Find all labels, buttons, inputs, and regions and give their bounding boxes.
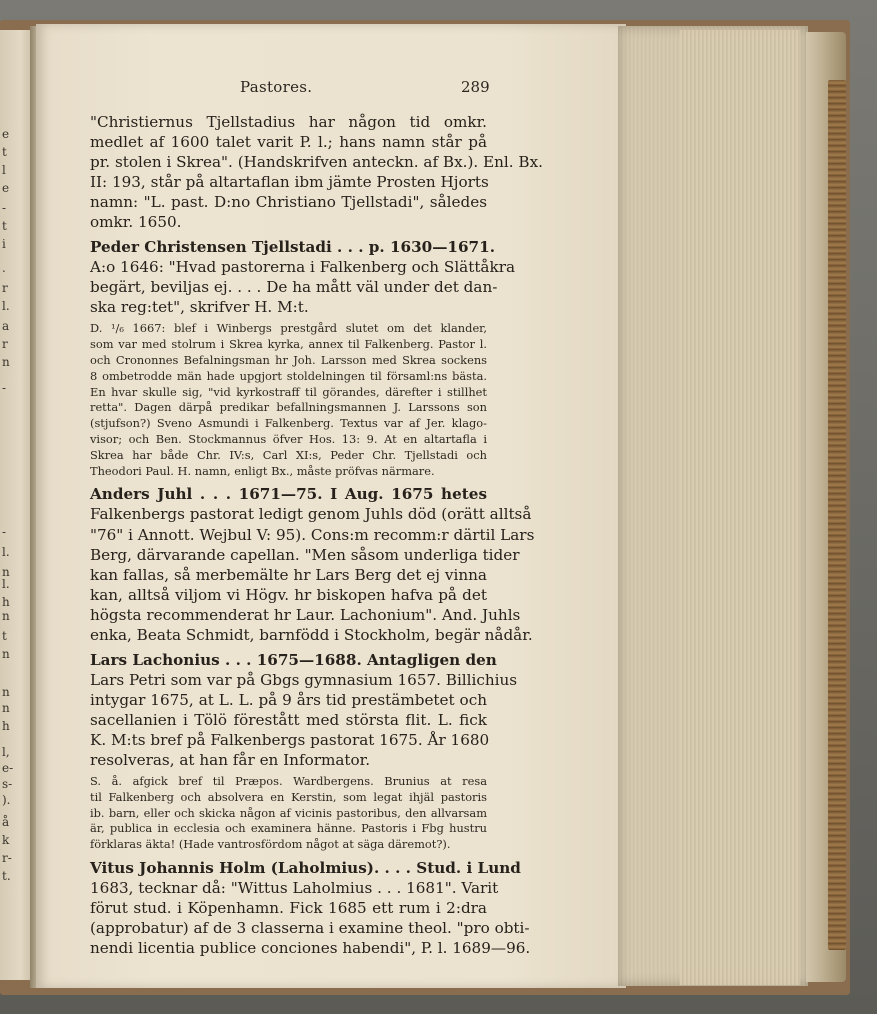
note-line: som var med stolrum i Skrea kyrka, annex til Falkenberg. Pastor l. (90, 337, 487, 352)
left-fragment: l, (2, 745, 10, 759)
page-number: 289 (461, 78, 490, 96)
entry-heading-line: Vitus Johannis Holm (Laholmius). . . . Stud. i Lund (90, 859, 521, 878)
text-line: A:o 1646: "Hvad pastorerna i Falkenberg och Slättåkra (90, 258, 516, 277)
left-fragment: t. (2, 869, 11, 883)
cover-spine-edge (828, 80, 846, 950)
left-fragment: - (2, 381, 7, 395)
text-line: II: 193, står på altartaflan ibm jämte Prosten Hjorts (90, 173, 489, 192)
note-line: til Falkenberg och absolvera en Kerstin, som legat ihjäl pastoris (90, 789, 487, 804)
left-fragment: ). (2, 793, 11, 807)
left-fragment: r (2, 337, 8, 351)
text-line: "Christiernus Tjellstadius har någon tid omkr. (90, 113, 487, 131)
text-line: begärt, beviljas ej. . . . De ha mått väl under det dan- (90, 278, 498, 297)
text-line: pr. stolen i Skrea". (Handskrifven anteckn. af Bx.). Enl. Bx. (90, 153, 543, 172)
left-fragment: k (2, 833, 10, 847)
text-line: namn: "L. past. D:no Christiano Tjellstadi", således (90, 193, 487, 212)
note-line: är, publica in ecclesia och examinera hänne. Pastoris i Fbg hustru (90, 821, 487, 836)
text-line: förut stud. i Köpenhamn. Fick 1685 ett rum i 2:dra (90, 899, 487, 918)
left-fragment: s- (2, 777, 13, 791)
note-line: retta". Dagen därpå predikar befallningsmannen J. Larssons son (90, 400, 487, 415)
note-line: Theodori Paul. H. namn, enligt Bx., måste pröfvas närmare. (90, 463, 435, 478)
page-body (90, 112, 543, 958)
left-fragment: e (2, 181, 10, 195)
left-fragment: n (2, 701, 10, 715)
text-line: högsta recommenderat hr Laur. Lachonium". And. Juhls (90, 605, 521, 624)
note-line: (stjufson?) Sveno Asmundi i Falkenberg. Textus var af Jer. klago- (90, 416, 487, 431)
note-line: förklaras äkta! (Hade vantrosfördom något at säga däremot?). (90, 837, 451, 852)
left-fragment: - (2, 525, 7, 539)
text-line: sacellanien i Tölö förestått med största flit. L. fick (90, 710, 487, 729)
left-fragment: l (2, 163, 6, 177)
text-line: ska reg:tet", skrifver H. M:t. (90, 298, 309, 317)
left-fragment: n (2, 647, 10, 661)
left-fragment: l. (2, 577, 10, 591)
left-fragment: n (2, 685, 10, 699)
note-line: ib. barn, eller och skicka någon af vicinis pastoribus, den allvarsam (90, 805, 487, 820)
left-fragment: e- (2, 761, 14, 775)
text-line: kan fallas, så merbemälte hr Lars Berg det ej vinna (90, 565, 487, 584)
text-line: omkr. 1650. (90, 213, 182, 232)
text-line: medlet af 1600 talet varit P. l.; hans namn står på (90, 133, 487, 152)
text-line: resolveras, at han får en Informator. (90, 751, 371, 770)
text-line: K. M:ts bref på Falkenbergs pastorat 1675. År 1680 (90, 731, 490, 749)
note-line: D. ¹/₆ 1667: blef i Winbergs prestgård slutet om det klander, (90, 321, 487, 336)
left-fragment: - (2, 201, 7, 215)
text-line: (approbatur) af de 3 classerna i examine theol. "pro obti- (90, 919, 530, 938)
left-fragment: t (2, 145, 7, 159)
note-line: 8 ombetrodde män hade upgjort stoldelningen til församl:ns bästa. (90, 368, 487, 383)
left-fragment: r (2, 281, 8, 295)
left-fragment: e (2, 127, 10, 141)
left-fragment: . (2, 261, 6, 275)
left-fragment: å (2, 815, 10, 829)
text-line: Lars Petri som var på Gbgs gymnasium 1657. Billichius (90, 670, 518, 689)
entry-heading-line: Anders Juhl . . . 1671—75. I Aug. 1675 hetes (90, 485, 487, 504)
left-fragment: n (2, 355, 10, 369)
left-fragment: n (2, 565, 10, 579)
running-head: Pastores. (240, 78, 313, 96)
text-line: nendi licentia publice conciones habendi", P. l. 1689—96. (90, 939, 531, 958)
left-fragment: t (2, 629, 7, 643)
left-fragment: i (2, 237, 6, 251)
text-line: intygar 1675, at L. L. på 9 års tid prestämbetet och (90, 690, 487, 709)
text-line: enka, Beata Schmidt, barnfödd i Stockholm, begär nådår. (90, 625, 533, 644)
left-fragment: n (2, 609, 10, 623)
page-edges-inner (680, 30, 800, 985)
left-fragment: a (2, 319, 10, 333)
entry-heading-line: Lars Lachonius . . . 1675—1688. Antagligen den (90, 650, 497, 669)
note-line: och Crononnes Befalningsman hr Joh. Larsson med Skrea sockens (90, 353, 487, 368)
left-fragment: l. (2, 545, 10, 559)
entry-heading-line: Peder Christensen Tjellstadi . . . p. 1630—1671. (90, 238, 495, 257)
left-fragment: l. (2, 299, 10, 313)
text-line: "76" i Annott. Wejbul V: 95). Cons:m recomm:r därtil Lars (90, 525, 535, 544)
left-fragment: h (2, 595, 10, 609)
left-fragment: t (2, 219, 7, 233)
text-line: kan, alltså viljom vi Högv. hr biskopen hafva på det (90, 585, 487, 604)
text-line: Berg, därvarande capellan. "Men såsom underliga tider (90, 545, 520, 564)
note-line: Skrea har både Chr. IV:s, Carl XI:s, Peder Chr. Tjellstadi och (90, 447, 487, 462)
note-line: visor; och Ben. Stockmannus öfver Hos. 13: 9. At en altartafla i (90, 432, 487, 447)
text-line: Falkenbergs pastorat ledigt genom Juhls död (orätt alltså (90, 505, 532, 524)
left-fragment: r- (2, 851, 12, 865)
text-line: 1683, tecknar då: "Wittus Laholmius . . . 1681". Varit (90, 879, 499, 898)
left-fragment: h (2, 719, 10, 733)
note-line: S. å. afgick bref til Præpos. Wardbergens. Brunius at resa (90, 774, 487, 789)
note-line: En hvar skulle sig, "vid kyrkostraff til görandes, därefter i stillhet (90, 384, 487, 399)
